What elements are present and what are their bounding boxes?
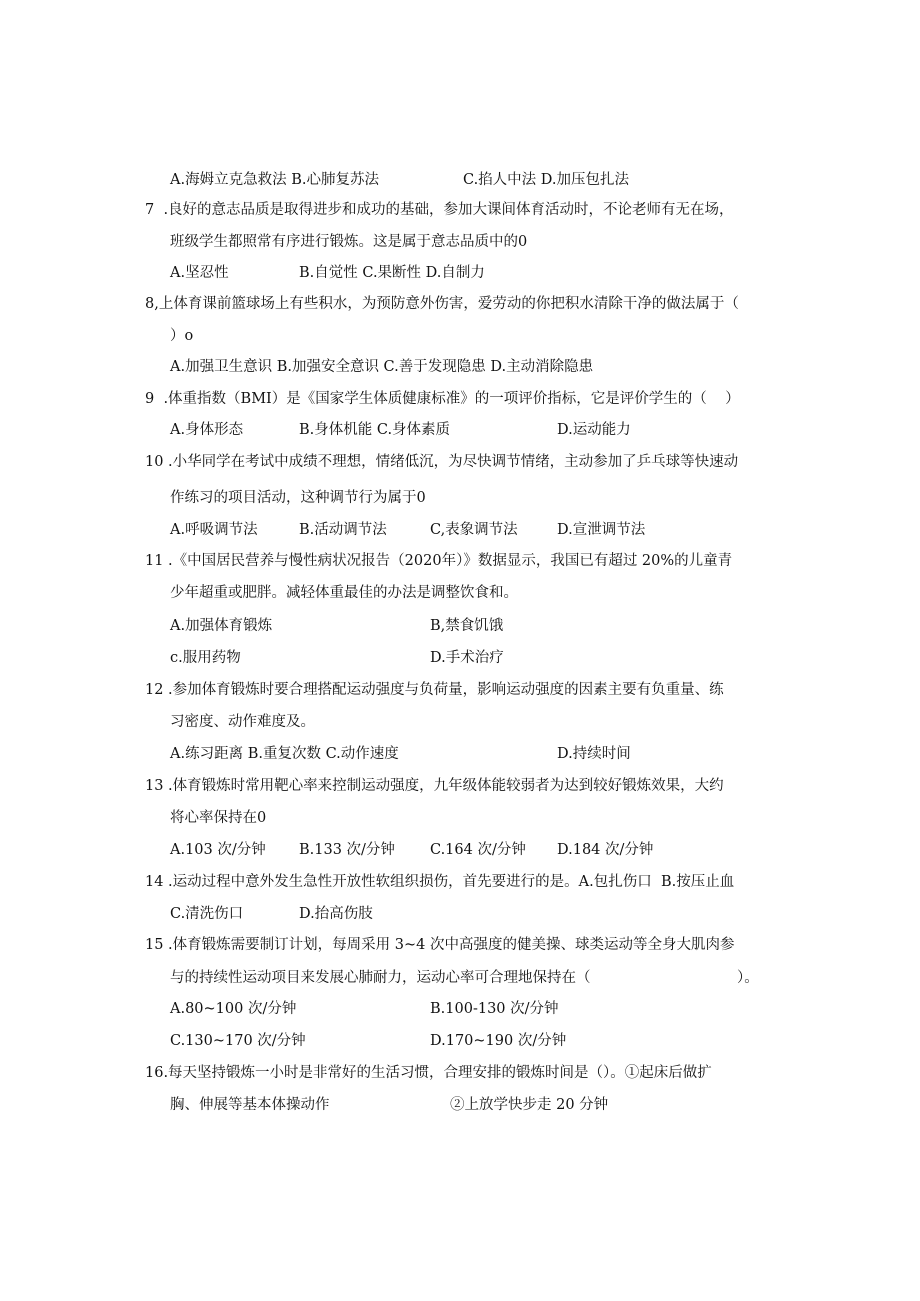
q12-text-cont: 习密度、动作难度及。: [170, 714, 315, 730]
q14-text: 14 .运动过程中意外发生急性开放性软组织损伤，首先要进行的是。A.包扎伤口 B.按压止血: [145, 874, 735, 890]
q11-option-d: D.手术治疗: [430, 650, 504, 666]
q14-option-c: C.清洗伤口: [170, 906, 244, 922]
q12-text: 12 .参加体育锻炼时要合理搭配运动强度与负荷量，影响运动强度的因素主要有负重量、练: [145, 682, 724, 698]
q13-text-cont: 将心率保持在0: [170, 810, 267, 826]
q15-text-cont: 与的持续性运动项目来发展心肺耐力，运动心率可合理地保持在（: [170, 970, 591, 986]
q10-text: 10 .小华同学在考试中成绩不理想，情绪低沉，为尽快调节情绪，主动参加了乒乓球等快速动: [145, 454, 739, 470]
q8-text-cont: ）o: [170, 328, 194, 344]
q10-option-d: D.宣泄调节法: [557, 522, 646, 538]
q8-text: 8,上体育课前篮球场上有些积水，为预防意外伤害，爱劳动的你把积水清除干净的做法属于（: [145, 296, 739, 312]
q11-option-a: A.加强体育锻炼: [170, 618, 273, 634]
q10-text-cont: 作练习的项目活动，这种调节行为属于0: [170, 490, 426, 506]
q15-option-b: B.100-130 次/分钟: [430, 1001, 559, 1017]
q9-option-d: D.运动能力: [557, 422, 631, 438]
q11-text-cont: 少年超重或肥胖。减轻体重最佳的办法是调整饮食和。: [170, 585, 518, 601]
q15-option-d: D.170~190 次/分钟: [430, 1033, 567, 1049]
q10-option-c: C,表象调节法: [430, 522, 518, 538]
q7-text: 7 .良好的意志品质是取得进步和成功的基础，参加大课间体育活动时，不论老师有无在场，: [145, 202, 734, 218]
q11-option-c: c.服用药物: [170, 650, 241, 666]
q16-text: 16.每天坚持锻炼一小时是非常好的生活习惯，合理安排的锻炼时间是（）。①起床后做扩: [145, 1065, 712, 1081]
q9-option-a: A.身体形态: [170, 422, 244, 438]
q15-blank-close: ）。: [737, 970, 759, 986]
q13-option-b: B.133 次/分钟: [299, 842, 395, 858]
q13-text: 13 .体育锻炼时常用靶心率来控制运动强度，九年级体能较弱者为达到较好锻炼效果，大约: [145, 778, 724, 794]
q10-option-a: A.呼吸调节法: [170, 522, 258, 538]
q16-item-2: ②上放学快步走 20 分钟: [450, 1097, 609, 1113]
q8-options: A.加强卫生意识 B.加强安全意识 C.善于发现隐患 D.主动消除隐患: [170, 359, 594, 375]
q7-option-a: A.坚忍性: [170, 265, 229, 281]
q9-options-bc: B.身体机能 C.身体素质: [299, 422, 451, 438]
q14-option-d: D.抬高伤肢: [299, 906, 373, 922]
q12-options-abc: A.练习距离 B.重复次数 C.动作速度: [170, 746, 399, 762]
q13-option-c: C.164 次/分钟: [430, 842, 526, 858]
q7-text-cont: 班级学生都照常有序进行锻炼。这是属于意志品质中的0: [170, 234, 528, 250]
q11-text: 11 .《中国居民营养与慢性病状况报告（2020年）》数据显示，我国已有超过 20%的儿童青: [145, 553, 733, 569]
q13-option-d: D.184 次/分钟: [557, 842, 654, 858]
q12-option-d: D.持续时间: [557, 746, 631, 762]
q13-option-a: A.103 次/分钟: [170, 842, 266, 858]
q6-options-ab: A.海姆立克急救法 B.心肺复苏法: [170, 172, 379, 188]
q16-item-1: 胸、伸展等基本体操动作: [170, 1097, 330, 1113]
q7-options-bcd: B.自觉性 C.果断性 D.自制力: [299, 265, 485, 281]
q15-option-a: A.80~100 次/分钟: [170, 1001, 297, 1017]
q11-option-b: B,禁食饥饿: [430, 618, 504, 634]
q10-option-b: B.活动调节法: [299, 522, 387, 538]
q9-text: 9 .体重指数（BMI）是《国家学生体质健康标准》的一项评价指标，它是评价学生的（ ）: [145, 391, 740, 407]
q6-options-cd: C.掐人中法 D.加压包扎法: [463, 172, 630, 188]
q15-text: 15 .体育锻炼需要制订计划，每周采用 3~4 次中高强度的健美操、球类运动等全身大肌肉参: [145, 937, 735, 953]
q15-option-c: C.130~170 次/分钟: [170, 1033, 306, 1049]
